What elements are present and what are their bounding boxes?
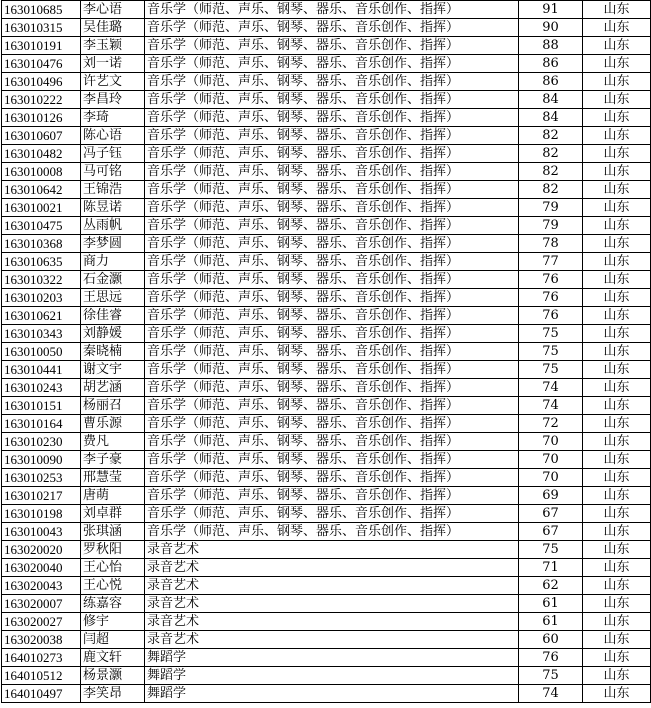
major-cell: 音乐学（师范、声乐、钢琴、器乐、音乐创作、指挥）: [145, 379, 519, 397]
student-name-cell: 李子豪: [81, 451, 145, 469]
major-cell: 录音艺术: [145, 577, 519, 595]
province-cell: 山东: [583, 91, 651, 109]
province-cell: 山东: [583, 613, 651, 631]
table-row: [2, 343, 651, 361]
score-cell: 70: [519, 433, 583, 451]
table-row: [2, 649, 651, 667]
student-id-cell: 163010191: [2, 37, 81, 55]
major-cell: 音乐学（师范、声乐、钢琴、器乐、音乐创作、指挥）: [145, 271, 519, 289]
student-name-cell: 练嘉容: [81, 595, 145, 613]
score-cell: 84: [519, 91, 583, 109]
student-id-cell: 164010497: [2, 685, 81, 703]
student-id-cell: 163010151: [2, 397, 81, 415]
student-name-cell: 曹乐源: [81, 415, 145, 433]
table-row: [2, 577, 651, 595]
major-cell: 音乐学（师范、声乐、钢琴、器乐、音乐创作、指挥）: [145, 397, 519, 415]
province-cell: 山东: [583, 559, 651, 577]
score-cell: 61: [519, 613, 583, 631]
major-cell: 音乐学（师范、声乐、钢琴、器乐、音乐创作、指挥）: [145, 469, 519, 487]
student-name-cell: 张琪涵: [81, 523, 145, 541]
student-id-cell: 163010343: [2, 325, 81, 343]
score-cell: 71: [519, 559, 583, 577]
major-cell: 音乐学（师范、声乐、钢琴、器乐、音乐创作、指挥）: [145, 55, 519, 73]
student-name-cell: 罗秋阳: [81, 541, 145, 559]
province-cell: 山东: [583, 37, 651, 55]
score-cell: 82: [519, 145, 583, 163]
province-cell: 山东: [583, 253, 651, 271]
table-row: [2, 307, 651, 325]
major-cell: 音乐学（师范、声乐、钢琴、器乐、音乐创作、指挥）: [145, 343, 519, 361]
province-cell: 山东: [583, 181, 651, 199]
major-cell: 音乐学（师范、声乐、钢琴、器乐、音乐创作、指挥）: [145, 127, 519, 145]
student-id-cell: 163020040: [2, 559, 81, 577]
table-row: [2, 631, 651, 649]
score-cell: 67: [519, 505, 583, 523]
table-row: [2, 1, 651, 19]
student-name-cell: 王锦浩: [81, 181, 145, 199]
major-cell: 音乐学（师范、声乐、钢琴、器乐、音乐创作、指挥）: [145, 199, 519, 217]
score-cell: 74: [519, 685, 583, 703]
province-cell: 山东: [583, 217, 651, 235]
student-id-cell: 163010621: [2, 307, 81, 325]
province-cell: 山东: [583, 19, 651, 37]
student-name-cell: 李琦: [81, 109, 145, 127]
major-cell: 音乐学（师范、声乐、钢琴、器乐、音乐创作、指挥）: [145, 307, 519, 325]
student-id-cell: 163010685: [2, 1, 81, 19]
student-name-cell: 修宇: [81, 613, 145, 631]
student-name-cell: 马可铭: [81, 163, 145, 181]
student-id-cell: 163020027: [2, 613, 81, 631]
major-cell: 音乐学（师范、声乐、钢琴、器乐、音乐创作、指挥）: [145, 19, 519, 37]
major-cell: 音乐学（师范、声乐、钢琴、器乐、音乐创作、指挥）: [145, 181, 519, 199]
province-cell: 山东: [583, 631, 651, 649]
student-name-cell: 唐萌: [81, 487, 145, 505]
student-id-cell: 163010222: [2, 91, 81, 109]
province-cell: 山东: [583, 235, 651, 253]
province-cell: 山东: [583, 505, 651, 523]
student-name-cell: 李昌玲: [81, 91, 145, 109]
table-row: [2, 163, 651, 181]
table-row: [2, 415, 651, 433]
table-row: [2, 325, 651, 343]
student-name-cell: 谢文宇: [81, 361, 145, 379]
table-row: [2, 505, 651, 523]
student-name-cell: 徐佳睿: [81, 307, 145, 325]
table-row: [2, 181, 651, 199]
table-row: [2, 361, 651, 379]
student-name-cell: 闫超: [81, 631, 145, 649]
score-cell: 74: [519, 379, 583, 397]
student-name-cell: 王心悦: [81, 577, 145, 595]
score-cell: 75: [519, 541, 583, 559]
student-name-cell: 刘一诺: [81, 55, 145, 73]
table-row: [2, 235, 651, 253]
province-cell: 山东: [583, 577, 651, 595]
student-name-cell: 王心怡: [81, 559, 145, 577]
province-cell: 山东: [583, 199, 651, 217]
table-row: [2, 541, 651, 559]
student-name-cell: 商力: [81, 253, 145, 271]
table-row: [2, 19, 651, 37]
student-id-cell: 163010441: [2, 361, 81, 379]
province-cell: 山东: [583, 415, 651, 433]
score-cell: 75: [519, 325, 583, 343]
major-cell: 音乐学（师范、声乐、钢琴、器乐、音乐创作、指挥）: [145, 235, 519, 253]
score-cell: 77: [519, 253, 583, 271]
student-id-cell: 164010273: [2, 649, 81, 667]
results-table-body: [2, 1, 651, 703]
province-cell: 山东: [583, 361, 651, 379]
province-cell: 山东: [583, 685, 651, 703]
score-cell: 60: [519, 631, 583, 649]
province-cell: 山东: [583, 1, 651, 19]
score-cell: 74: [519, 397, 583, 415]
table-row: [2, 451, 651, 469]
student-id-cell: 163010253: [2, 469, 81, 487]
table-row: [2, 487, 651, 505]
student-id-cell: 163010021: [2, 199, 81, 217]
major-cell: 音乐学（师范、声乐、钢琴、器乐、音乐创作、指挥）: [145, 361, 519, 379]
score-cell: 79: [519, 199, 583, 217]
student-name-cell: 胡艺涵: [81, 379, 145, 397]
province-cell: 山东: [583, 109, 651, 127]
score-cell: 76: [519, 289, 583, 307]
student-id-cell: 163010050: [2, 343, 81, 361]
student-id-cell: 163020043: [2, 577, 81, 595]
student-name-cell: 吴佳璐: [81, 19, 145, 37]
major-cell: 音乐学（师范、声乐、钢琴、器乐、音乐创作、指挥）: [145, 451, 519, 469]
student-name-cell: 陈心语: [81, 127, 145, 145]
major-cell: 音乐学（师范、声乐、钢琴、器乐、音乐创作、指挥）: [145, 37, 519, 55]
major-cell: 舞蹈学: [145, 685, 519, 703]
table-row: [2, 73, 651, 91]
province-cell: 山东: [583, 343, 651, 361]
student-name-cell: 邢慧莹: [81, 469, 145, 487]
major-cell: 录音艺术: [145, 541, 519, 559]
score-cell: 79: [519, 217, 583, 235]
score-cell: 91: [519, 1, 583, 19]
score-cell: 75: [519, 343, 583, 361]
student-name-cell: 秦晓楠: [81, 343, 145, 361]
student-id-cell: 163010230: [2, 433, 81, 451]
score-cell: 72: [519, 415, 583, 433]
student-name-cell: 李梦圆: [81, 235, 145, 253]
student-id-cell: 163010164: [2, 415, 81, 433]
major-cell: 音乐学（师范、声乐、钢琴、器乐、音乐创作、指挥）: [145, 289, 519, 307]
student-name-cell: 李玉颖: [81, 37, 145, 55]
score-cell: 90: [519, 19, 583, 37]
province-cell: 山东: [583, 271, 651, 289]
major-cell: 音乐学（师范、声乐、钢琴、器乐、音乐创作、指挥）: [145, 505, 519, 523]
table-row: [2, 667, 651, 685]
student-id-cell: 163010482: [2, 145, 81, 163]
table-row: [2, 595, 651, 613]
student-id-cell: 163010642: [2, 181, 81, 199]
student-id-cell: 163010090: [2, 451, 81, 469]
table-row: [2, 109, 651, 127]
student-name-cell: 许艺文: [81, 73, 145, 91]
results-table: [1, 0, 651, 703]
student-id-cell: 163020038: [2, 631, 81, 649]
score-cell: 62: [519, 577, 583, 595]
score-cell: 88: [519, 37, 583, 55]
score-cell: 84: [519, 109, 583, 127]
student-id-cell: 163010368: [2, 235, 81, 253]
student-name-cell: 鹿文轩: [81, 649, 145, 667]
major-cell: 舞蹈学: [145, 667, 519, 685]
province-cell: 山东: [583, 73, 651, 91]
student-id-cell: 163010126: [2, 109, 81, 127]
province-cell: 山东: [583, 451, 651, 469]
province-cell: 山东: [583, 487, 651, 505]
major-cell: 音乐学（师范、声乐、钢琴、器乐、音乐创作、指挥）: [145, 73, 519, 91]
score-cell: 69: [519, 487, 583, 505]
province-cell: 山东: [583, 307, 651, 325]
province-cell: 山东: [583, 289, 651, 307]
major-cell: 音乐学（师范、声乐、钢琴、器乐、音乐创作、指挥）: [145, 163, 519, 181]
major-cell: 录音艺术: [145, 631, 519, 649]
table-row: [2, 379, 651, 397]
student-id-cell: 163010043: [2, 523, 81, 541]
student-id-cell: 163010217: [2, 487, 81, 505]
score-cell: 75: [519, 361, 583, 379]
province-cell: 山东: [583, 595, 651, 613]
major-cell: 录音艺术: [145, 559, 519, 577]
table-row: [2, 469, 651, 487]
province-cell: 山东: [583, 397, 651, 415]
student-name-cell: 费凡: [81, 433, 145, 451]
student-id-cell: 163010322: [2, 271, 81, 289]
score-cell: 82: [519, 163, 583, 181]
student-id-cell: 163010635: [2, 253, 81, 271]
province-cell: 山东: [583, 325, 651, 343]
student-name-cell: 李笑昂: [81, 685, 145, 703]
major-cell: 音乐学（师范、声乐、钢琴、器乐、音乐创作、指挥）: [145, 91, 519, 109]
score-cell: 76: [519, 271, 583, 289]
table-row: [2, 685, 651, 703]
score-cell: 82: [519, 181, 583, 199]
student-id-cell: 163010315: [2, 19, 81, 37]
student-id-cell: 163010607: [2, 127, 81, 145]
table-row: [2, 55, 651, 73]
major-cell: 音乐学（师范、声乐、钢琴、器乐、音乐创作、指挥）: [145, 109, 519, 127]
student-name-cell: 冯子钰: [81, 145, 145, 163]
table-row: [2, 91, 651, 109]
student-id-cell: 164010512: [2, 667, 81, 685]
student-name-cell: 刘静媛: [81, 325, 145, 343]
student-id-cell: 163010203: [2, 289, 81, 307]
table-row: [2, 433, 651, 451]
major-cell: 音乐学（师范、声乐、钢琴、器乐、音乐创作、指挥）: [145, 1, 519, 19]
province-cell: 山东: [583, 541, 651, 559]
major-cell: 音乐学（师范、声乐、钢琴、器乐、音乐创作、指挥）: [145, 217, 519, 235]
province-cell: 山东: [583, 433, 651, 451]
table-row: [2, 271, 651, 289]
major-cell: 音乐学（师范、声乐、钢琴、器乐、音乐创作、指挥）: [145, 523, 519, 541]
student-id-cell: 163020007: [2, 595, 81, 613]
student-name-cell: 杨景灏: [81, 667, 145, 685]
province-cell: 山东: [583, 667, 651, 685]
score-cell: 70: [519, 451, 583, 469]
major-cell: 录音艺术: [145, 595, 519, 613]
table-row: [2, 523, 651, 541]
score-cell: 82: [519, 127, 583, 145]
table-row: [2, 37, 651, 55]
table-row: [2, 289, 651, 307]
student-name-cell: 王思远: [81, 289, 145, 307]
student-id-cell: 163010198: [2, 505, 81, 523]
major-cell: 音乐学（师范、声乐、钢琴、器乐、音乐创作、指挥）: [145, 253, 519, 271]
student-name-cell: 李心语: [81, 1, 145, 19]
student-name-cell: 陈昱诺: [81, 199, 145, 217]
score-cell: 78: [519, 235, 583, 253]
score-cell: 75: [519, 667, 583, 685]
table-row: [2, 253, 651, 271]
student-name-cell: 刘卓群: [81, 505, 145, 523]
student-name-cell: 石金灏: [81, 271, 145, 289]
student-name-cell: 杨丽召: [81, 397, 145, 415]
score-cell: 86: [519, 55, 583, 73]
province-cell: 山东: [583, 127, 651, 145]
student-name-cell: 丛雨帆: [81, 217, 145, 235]
score-cell: 67: [519, 523, 583, 541]
table-row: [2, 199, 651, 217]
major-cell: 录音艺术: [145, 613, 519, 631]
major-cell: 音乐学（师范、声乐、钢琴、器乐、音乐创作、指挥）: [145, 325, 519, 343]
table-row: [2, 217, 651, 235]
province-cell: 山东: [583, 55, 651, 73]
province-cell: 山东: [583, 523, 651, 541]
student-id-cell: 163010243: [2, 379, 81, 397]
score-cell: 70: [519, 469, 583, 487]
table-row: [2, 145, 651, 163]
table-row: [2, 559, 651, 577]
table-row: [2, 127, 651, 145]
major-cell: 音乐学（师范、声乐、钢琴、器乐、音乐创作、指挥）: [145, 487, 519, 505]
student-id-cell: 163010475: [2, 217, 81, 235]
score-cell: 61: [519, 595, 583, 613]
table-row: [2, 613, 651, 631]
major-cell: 音乐学（师范、声乐、钢琴、器乐、音乐创作、指挥）: [145, 433, 519, 451]
score-cell: 86: [519, 73, 583, 91]
student-id-cell: 163010008: [2, 163, 81, 181]
major-cell: 音乐学（师范、声乐、钢琴、器乐、音乐创作、指挥）: [145, 145, 519, 163]
province-cell: 山东: [583, 469, 651, 487]
province-cell: 山东: [583, 145, 651, 163]
score-cell: 76: [519, 307, 583, 325]
student-id-cell: 163010476: [2, 55, 81, 73]
student-id-cell: 163010496: [2, 73, 81, 91]
major-cell: 音乐学（师范、声乐、钢琴、器乐、音乐创作、指挥）: [145, 415, 519, 433]
table-row: [2, 397, 651, 415]
province-cell: 山东: [583, 649, 651, 667]
score-cell: 76: [519, 649, 583, 667]
student-id-cell: 163020020: [2, 541, 81, 559]
province-cell: 山东: [583, 379, 651, 397]
province-cell: 山东: [583, 163, 651, 181]
major-cell: 舞蹈学: [145, 649, 519, 667]
